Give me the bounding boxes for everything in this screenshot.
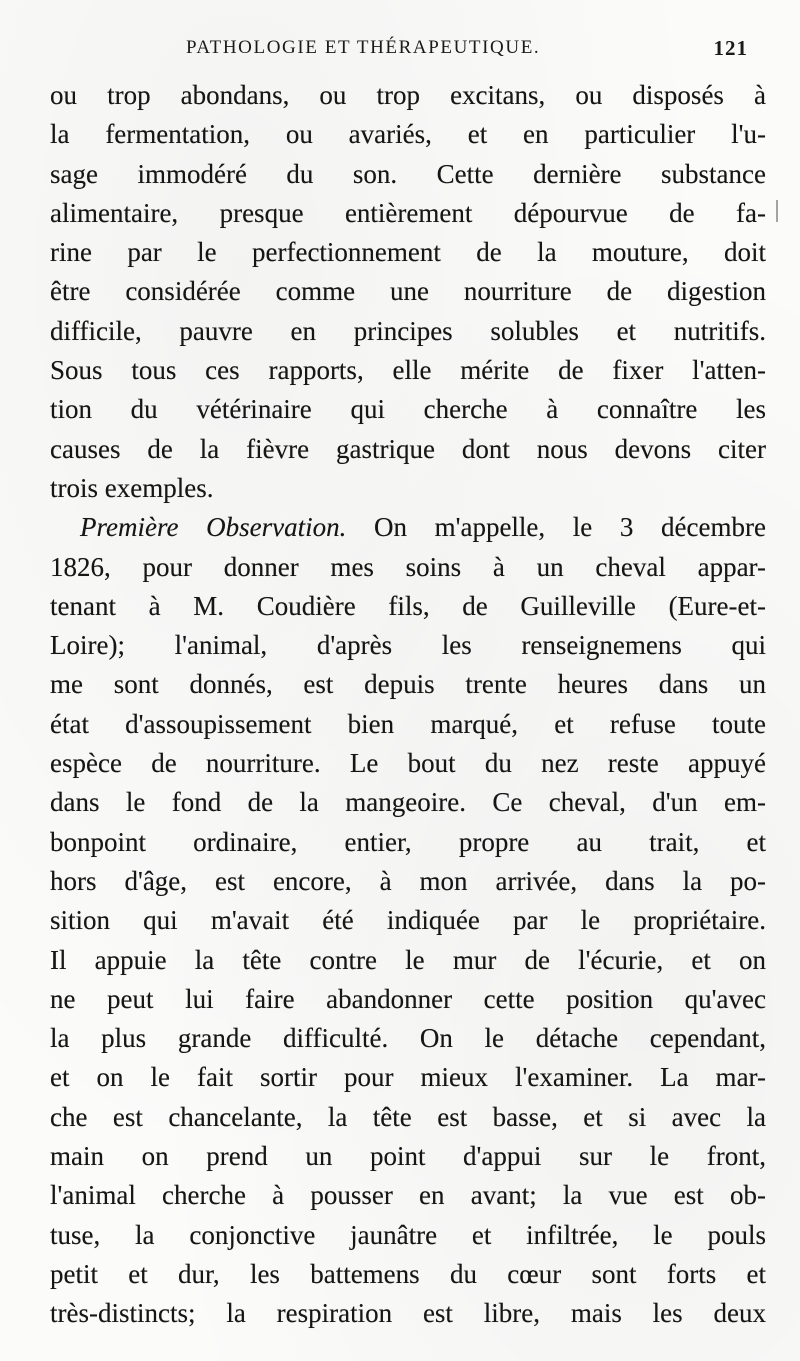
text-line: dans le fond de la mangeoire. Ce cheval, d'un em- — [50, 787, 766, 818]
text-line: causes de la fièvre gastrique dont nous devons citer — [50, 433, 766, 464]
text-line-paragraph-end: trois exemples. — [50, 472, 214, 503]
text-line: sage immodéré du son. Cette dernière substance — [50, 158, 766, 189]
text-line: l'animal cherche à pousser en avant; la vue est ob- — [50, 1180, 766, 1211]
margin-mark — [776, 200, 778, 222]
text-line: bonpoint ordinaire, entier, propre au trait, et — [50, 826, 766, 857]
text-line: tenant à M. Coudière fils, de Guilleville (Eure-et- — [50, 590, 766, 621]
text-line: me sont donnés, est depuis trente heures dans un — [50, 669, 766, 700]
body-text — [50, 76, 766, 1334]
page-number: 121 — [713, 36, 748, 60]
text-line: tuse, la conjonctive jaunâtre et infiltrée, le pouls — [50, 1219, 766, 1250]
text-line: tion du vétérinaire qui cherche à connaître les — [50, 394, 766, 425]
text-line: la plus grande difficulté. On le détache cependant, — [50, 1023, 766, 1054]
text-line: être considérée comme une nourriture de digestion — [50, 276, 766, 307]
text-line: très-distincts; la respiration est libre, mais les deux — [50, 1298, 766, 1329]
text-line: sition qui m'avait été indiquée par le propriétaire. — [50, 905, 766, 936]
running-head — [0, 32, 800, 64]
text-line: petit et dur, les battemens du cœur sont forts et — [50, 1258, 766, 1289]
running-title: PATHOLOGIE ET THÉRAPEUTIQUE. — [186, 37, 541, 58]
text-line: état d'assoupissement bien marqué, et refuse toute — [50, 708, 766, 739]
text-line: Il appuie la tête contre le mur de l'écurie, et on — [50, 944, 766, 975]
text-line: et on le fait sortir pour mieux l'examiner. La mar- — [50, 1062, 766, 1093]
text-line: difficile, pauvre en principes solubles et nutritifs. — [50, 315, 766, 346]
text-line: la fermentation, ou avariés, et en particulier l'u- — [50, 119, 766, 150]
text-line: hors d'âge, est encore, à mon arrivée, dans la po- — [50, 865, 766, 896]
text-line: main on prend un point d'appui sur le front, — [50, 1141, 766, 1172]
text-line: che est chancelante, la tête est basse, et si avec la — [50, 1101, 766, 1132]
text-line: ne peut lui faire abandonner cette position qu'avec — [50, 983, 766, 1014]
text-line: Sous tous ces rapports, elle mérite de fixer l'atten- — [50, 355, 766, 386]
observation-first-line — [50, 508, 766, 547]
text-line: espèce de nourriture. Le bout du nez reste appuyé — [50, 748, 766, 779]
text-line: Loire); l'animal, d'après les renseignemens qui — [50, 630, 766, 661]
text-line: 1826, pour donner mes soins à un cheval appar- — [50, 551, 766, 582]
observation-first-line-text: On m'appelle, le 3 décembre — [346, 512, 766, 543]
text-line: rine par le perfectionnement de la mouture, doit — [50, 237, 766, 268]
text-line: ou trop abondans, ou trop excitans, ou disposés à — [50, 80, 766, 110]
observation-title: Première Observation. — [80, 512, 347, 543]
text-line: alimentaire, presque entièrement dépourvue de fa- — [50, 197, 766, 228]
